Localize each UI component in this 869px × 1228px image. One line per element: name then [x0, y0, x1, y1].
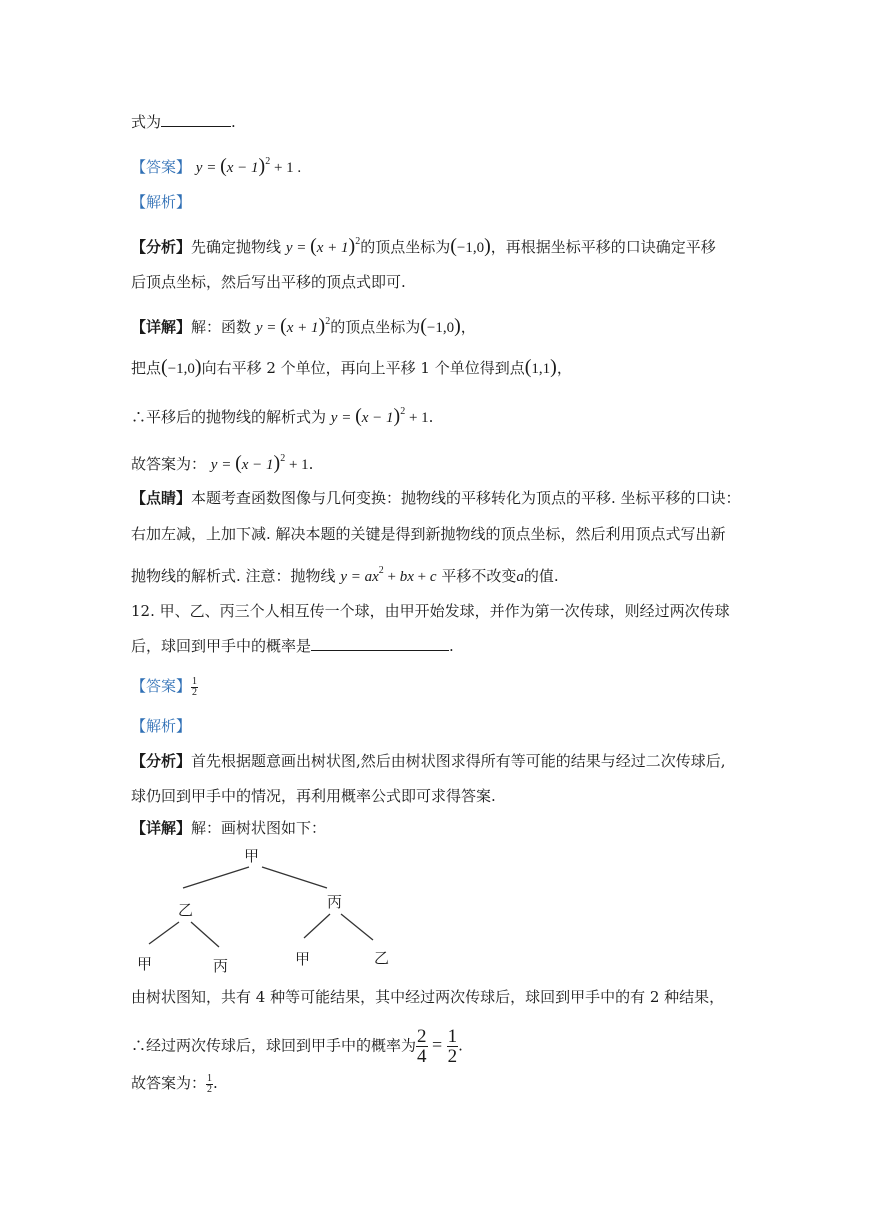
text: 由树状图知，共有 4 种等可能结果，其中经过两次传球后，球回到甲手中的有 2 种结果， — [131, 988, 725, 1006]
tree-node-l1-0: 乙 — [178, 901, 194, 919]
dianjing-tag: 【点睛】 — [131, 489, 192, 507]
formula-parabola: $y = (x + 1)^2$ — [285, 235, 361, 257]
text: . — [308, 455, 314, 473]
text: 解：函数 — [191, 318, 252, 336]
tree-edge — [304, 914, 330, 938]
text: 抛物线的解析式. 注意：抛物线 — [131, 567, 336, 585]
xiangjie-line-1 — [131, 312, 476, 338]
answer-line-12 — [131, 676, 198, 698]
answer-formula: $y = (x - 1)^2 + 1$ . — [195, 155, 302, 177]
text: 把点 — [131, 359, 162, 377]
text: 的顶点坐标为 — [360, 238, 451, 256]
question-12-text: 12. 甲、乙、丙三个人相互传一个球，由甲开始发球，并作为第一次传球，则经过两次传球 — [131, 602, 730, 620]
dianjing-line-1 — [131, 488, 741, 508]
q12-line-1 — [131, 601, 730, 621]
tree-node-l1-1: 丙 — [327, 893, 343, 911]
formula-general: $y = ax^2$ + bx + c — [340, 565, 437, 585]
tree-node-l2-3: 乙 — [374, 949, 390, 967]
tree-edge — [262, 867, 327, 888]
answer-blank — [311, 636, 449, 651]
text: 式为 — [131, 113, 162, 131]
tree-node-root: 甲 — [244, 847, 260, 865]
analysis-tag-line-12 — [131, 716, 191, 736]
text: 本题考查函数图像与几何变换：抛物线的平移转化为顶点的平移. 坐标平移的口诀： — [191, 489, 741, 507]
answer-tag: 【答案】 — [131, 158, 192, 176]
xiangjie-tag: 【详解】 — [131, 318, 192, 336]
var-a: a — [516, 569, 524, 585]
answer-tag: 【答案】 — [131, 677, 192, 695]
analysis-tag-line — [131, 192, 191, 212]
answer-blank — [161, 112, 231, 127]
text: 解：画树状图如下： — [191, 819, 327, 837]
text: 故答案为： — [131, 455, 207, 473]
fenxi-line-2 — [131, 272, 406, 292]
text: . — [458, 1036, 463, 1055]
formula-result: $y = (x - 1)^2 + 1$ — [210, 452, 309, 474]
result-line-2: ∴经过两次传球后，球回到甲手中的概率为 $\frac{2}{4}$ = $\frac{1}{2}$ . — [131, 1026, 463, 1067]
text: 向右平移 2 个单位，再向上平移 1 个单位得到点 — [201, 359, 525, 377]
fraction-half-big: $\frac{1}{2}$ — [447, 1026, 458, 1067]
text: 球仍回到甲手中的情况，再利用概率公式即可求得答案. — [131, 787, 496, 805]
tree-edge — [149, 922, 179, 944]
fenxi12-line-2 — [131, 786, 496, 806]
step-line-2 — [131, 357, 572, 379]
text: ，再根据坐标平移的口诀确定平移 — [490, 238, 716, 256]
tree-diagram — [131, 843, 401, 978]
text: 首先根据题意画出树状图,然后由树状图求得所有等可能的结果与经过二次传球后, — [191, 752, 726, 770]
dianjing-line-2 — [131, 524, 726, 544]
fenxi-line-1 — [131, 232, 716, 258]
text: 后顶点坐标，然后写出平移的顶点式即可. — [131, 273, 406, 291]
text: 的顶点坐标为 — [330, 318, 421, 336]
question-tail — [131, 112, 236, 132]
text: ， — [556, 359, 572, 377]
fraction-half: $\frac{1}{2}$ — [207, 1072, 213, 1095]
text: ∴经过两次传球后，球回到甲手中的概率为 — [131, 1036, 417, 1055]
vertex-coord: (−1,0) — [420, 315, 461, 337]
step-line-3 — [131, 402, 433, 428]
dianjing-line-3 — [131, 561, 559, 587]
fraction-half: $\frac{1}{2}$ — [192, 675, 198, 698]
text: 右加左减，上加下减. 解决本题的关键是得到新抛物线的顶点坐标，然后利用顶点式写出新 — [131, 525, 726, 543]
text: 的值. — [523, 567, 559, 585]
formula-result: $y = (x - 1)^2 + 1$ — [330, 405, 429, 427]
fraction-2-4: $\frac{2}{4}$ — [417, 1026, 427, 1067]
text: . — [231, 113, 236, 131]
answer-line-11 — [131, 152, 301, 178]
new-point-coord: (1,1) — [524, 356, 557, 378]
vertex-coord: (−1,0) — [450, 235, 491, 257]
fenxi-tag: 【分析】 — [131, 752, 192, 770]
result-line-1 — [131, 987, 724, 1007]
step-line-4 — [131, 449, 313, 475]
text: . — [213, 1074, 218, 1092]
text: 故答案为： — [131, 1074, 207, 1092]
tree-edge — [191, 922, 219, 947]
tree-node-l2-2: 甲 — [295, 950, 311, 968]
fenxi12-line-1 — [131, 751, 726, 771]
final-answer-line — [131, 1073, 218, 1095]
vertex-coord: (−1,0) — [161, 356, 202, 378]
text: ∴平移后的抛物线的解析式为 — [131, 408, 327, 426]
analysis-tag: 【解析】 — [131, 193, 192, 211]
text: . — [449, 637, 454, 655]
xiangjie12-line — [131, 818, 326, 838]
text: 平移不改变 — [441, 567, 517, 585]
text: ， — [460, 318, 476, 336]
formula-parabola: $y = (x + 1)^2$ — [255, 315, 331, 337]
q12-line-2 — [131, 636, 454, 656]
tree-node-l2-0: 甲 — [137, 955, 153, 973]
analysis-tag: 【解析】 — [131, 717, 192, 735]
xiangjie-tag: 【详解】 — [131, 819, 192, 837]
tree-edge — [183, 867, 249, 888]
text: 后，球回到甲手中的概率是 — [131, 637, 312, 655]
tree-edge — [341, 914, 373, 940]
fenxi-tag: 【分析】 — [131, 238, 192, 256]
text: . — [428, 408, 434, 426]
text: 先确定抛物线 — [191, 238, 282, 256]
tree-node-l2-1: 丙 — [213, 957, 229, 975]
